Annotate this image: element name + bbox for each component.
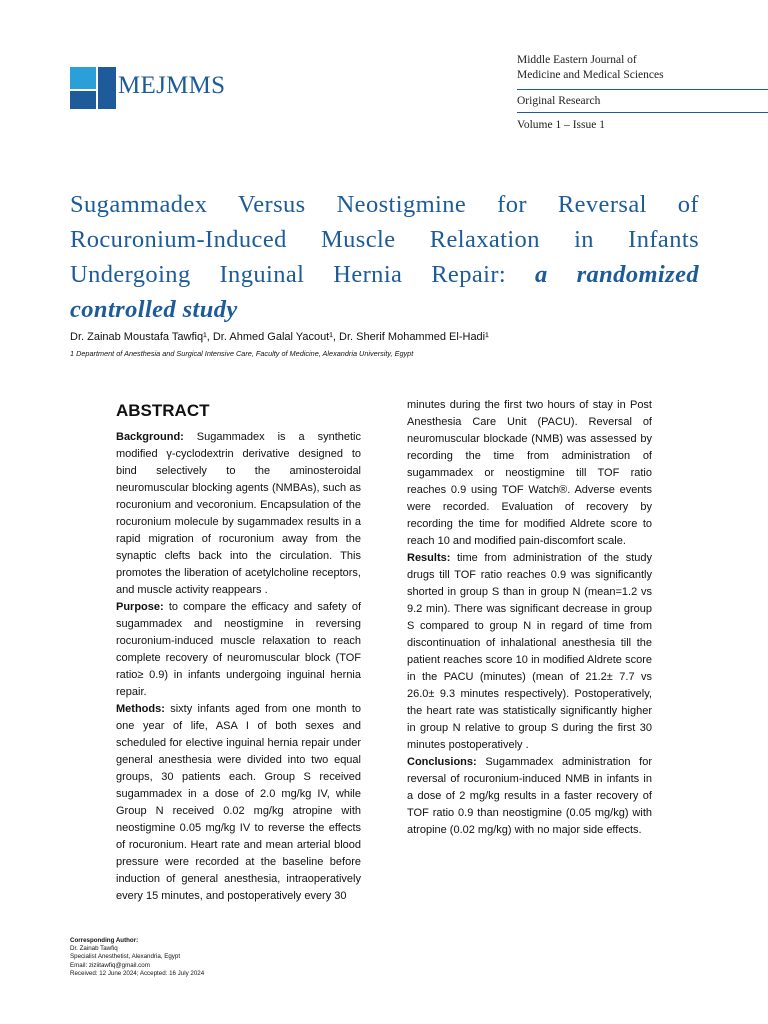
- journal-logo-icon: [70, 67, 116, 109]
- abstract-methods: [116, 701, 361, 905]
- journal-name-line1: Middle Eastern Journal of: [517, 54, 637, 66]
- conclusions-label: Conclusions:: [407, 756, 477, 768]
- article-title-subtitle: a randomized controlled study: [70, 261, 699, 323]
- author-list: Dr. Zainab Moustafa Tawfiq¹, Dr. Ahmed Galal Yacout¹, Dr. Sherif Mohammed El-Hadi¹: [70, 331, 489, 343]
- journal-name: [517, 53, 768, 83]
- abstract-purpose: [116, 599, 361, 701]
- abstract-column-right: [407, 397, 652, 839]
- volume-issue: Volume 1 – Issue 1: [517, 119, 605, 131]
- corresponding-author-role: Specialist Anesthetist, Alexandria, Egypt: [70, 953, 181, 961]
- abstract-conclusions: [407, 754, 652, 839]
- corresponding-author-email: Email: ziziitawfiq@gmail.com: [70, 961, 150, 969]
- journal-logo-text: MEJMMS: [118, 72, 226, 99]
- author-affiliation: 1 Department of Anesthesia and Surgical Intensive Care, Faculty of Medicine, Alexandria University, Egypt: [70, 349, 414, 358]
- methods-text: sixty infants aged from one month to one year of life, ASA I of both sexes and scheduled for elective inguinal hernia repair under general anesthesia were divided into two equal groups, 30 patients each. Group S received sugammadex in a dose of 2.0 mg/kg IV, while Group N received 0.02 mg/kg atropine with neostigmine 0.05 mg/kg IV to reverse the effects of rocuronium. Heart rate and mean arterial blood pressure were recorded at the baseline before induction of general anesthesia, intraoperatively every 15 minutes, and postoperatively every 30: [116, 703, 361, 902]
- corresponding-author: [70, 937, 204, 978]
- results-label: Results:: [407, 552, 451, 564]
- methods-label: Methods:: [116, 703, 165, 715]
- abstract-results: [407, 550, 652, 754]
- article-title-main: Sugammadex Versus Neostigmine for Reversal of Rocuronium-Induced Muscle Relaxation in Infants Undergoing Inguinal Hernia Repair:: [70, 191, 699, 288]
- abstract-background: [116, 429, 361, 599]
- header-divider: [517, 112, 768, 113]
- results-text: time from administration of the study drugs till TOF ratio reaches 0.9 was significantly shorted in group S than in group N (mean=1.2 vs 9.2 min). There was significant decrease in group S compared to group N in regard of time from discontinuation of inhalational anesthesia till the patient reaches score 10 in modified Aldrete score in the PACU (minutes) (mean of 21.2± 7.7 vs 26.0± 9.3 minutes respectively). Postoperatively, the heart rate was statistically significantly higher in group N relative to group S during the first 30 minutes postoperatively .: [407, 552, 652, 751]
- purpose-text: to compare the efficacy and safety of sugammadex and neostigmine in reversing rocuronium-induced muscle relaxation to reach complete recovery of neuromuscular block (TOF ratio≥ 0.9) in infants undergoing inguinal hernia repair.: [116, 601, 361, 698]
- abstract-column-left: [116, 429, 361, 905]
- article-title: [70, 187, 699, 327]
- corresponding-author-heading: Corresponding Author:: [70, 937, 139, 944]
- received-accepted-dates: Received: 12 June 2024; Accepted: 16 July 2024: [70, 969, 205, 977]
- journal-name-line2: Medicine and Medical Sciences: [517, 69, 664, 81]
- article-type: Original Research: [517, 95, 601, 107]
- journal-info: [517, 53, 768, 132]
- purpose-label: Purpose:: [116, 601, 164, 613]
- background-text: Sugammadex is a synthetic modified γ-cyclodextrin derivative designed to bind selectively to the aminosteroidal neuromuscular blocking agents (NMBAs), such as rocuronium and vecoronium. Encapsulation of the rocuronium molecule by sugammadex results in a rapid migration of rocuronium away from the synaptic clefts back into the circulation. This promotes the liberation of acetylcholine receptors, and muscle activity reappears .: [116, 431, 361, 596]
- background-label: Background:: [116, 431, 184, 443]
- header-divider: [517, 89, 768, 90]
- abstract-methods-continued: minutes during the first two hours of stay in Post Anesthesia Care Unit (PACU). Reversal of neuromuscular blockade (NMB) was assessed by recording the time from administration of sugammadex or neostigmine till TOF ratio reaches 0.9 using TOF Watch®. Adverse events were recorded. Evaluation of recovery by recording the time for modified Aldrete score to reach 10 and modified pain-discomfort scale.: [407, 399, 652, 547]
- conclusions-text: Sugammadex administration for reversal of rocuronium-induced NMB in infants in a dose of 2 mg/kg results in a faster recovery of TOF ratio 0.9 than neostigmine (0.05 mg/kg) with atropine (0.02 mg/kg) with no major side effects.: [407, 756, 652, 836]
- abstract-heading: ABSTRACT: [116, 401, 210, 420]
- corresponding-author-name: Dr. Zainab Tawfiq: [70, 945, 118, 953]
